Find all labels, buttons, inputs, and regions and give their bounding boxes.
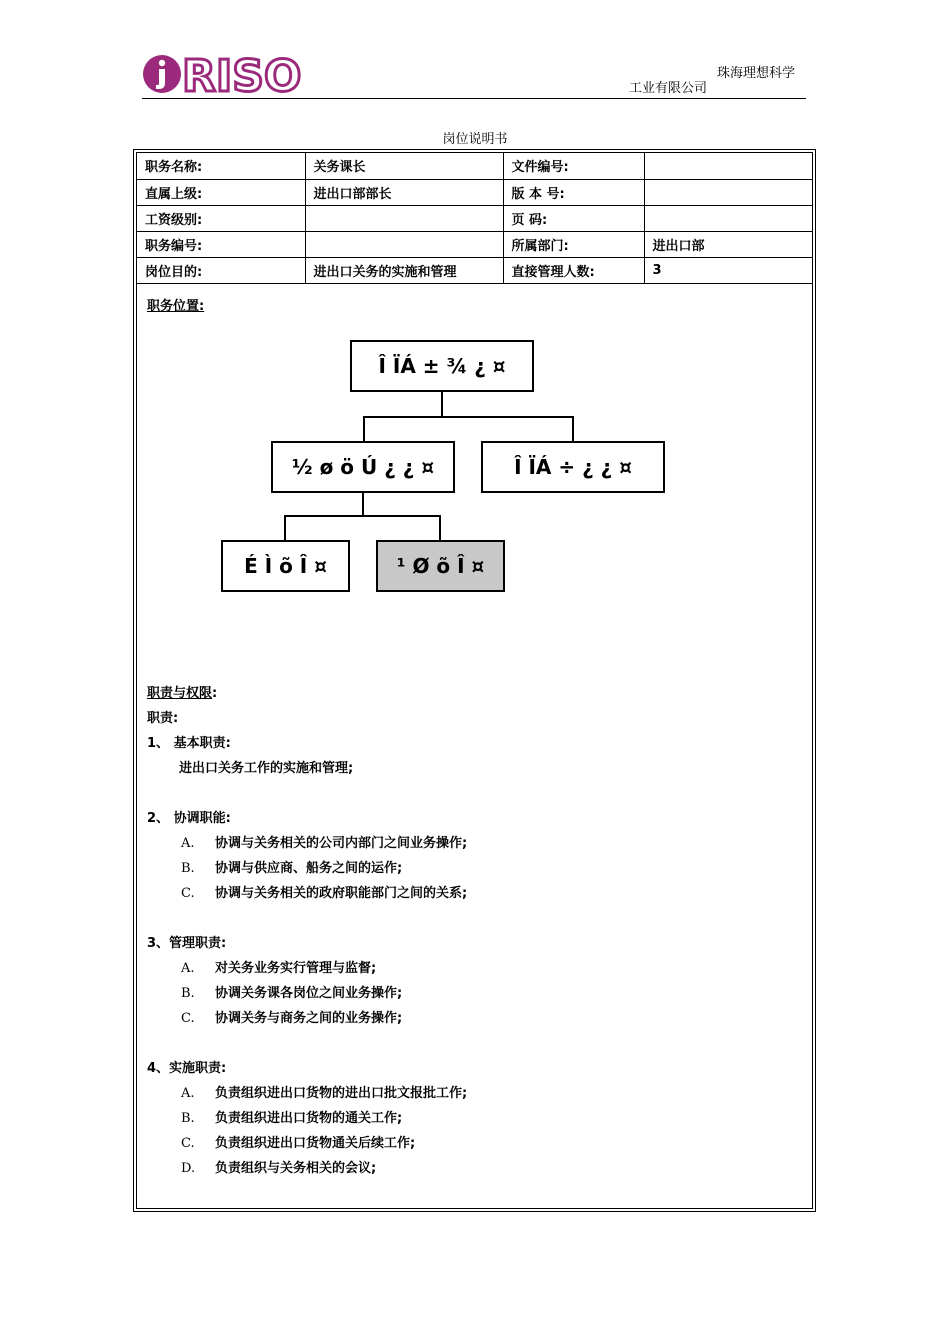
org-connector [363, 416, 365, 441]
org-box-mid-left: ½ ø ö Ú ¿ ¿ ¤ [271, 441, 455, 493]
s4-item [147, 1156, 467, 1181]
s2-item [147, 831, 467, 856]
s3-item [147, 956, 467, 981]
logo-text: RISO [182, 51, 302, 98]
page-title: 岗位说明书 [442, 132, 508, 147]
item-text: 协调关务与商务之间的业务操作; [215, 1011, 403, 1026]
item-letter: B. [181, 1111, 195, 1126]
s3-item [147, 1006, 467, 1031]
s2-title: 2、 协调职能: [147, 811, 231, 826]
info-row [137, 257, 812, 283]
item-letter: A. [181, 836, 195, 851]
s1-title: 1、 基本职责: [147, 736, 231, 751]
org-connector [284, 515, 441, 517]
header-divider [142, 98, 806, 99]
info-cell-k1: 岗位目的: [137, 257, 305, 283]
job-description-form [133, 149, 816, 1212]
info-cell-v2: 3 [644, 257, 812, 283]
item-text: 对关务业务实行管理与监督; [215, 961, 377, 976]
item-text: 负责组织与关务相关的会议; [215, 1161, 377, 1176]
s4-item [147, 1131, 467, 1156]
info-row [137, 153, 812, 179]
form-inner-border [136, 152, 813, 1209]
s2-item [147, 881, 467, 906]
position-label: 职务位置: [147, 299, 205, 314]
org-connector [441, 392, 443, 417]
org-connector [439, 515, 441, 540]
info-cell-v1: 进出口关务的实施和管理 [305, 257, 503, 283]
info-cell-v1 [305, 231, 503, 257]
item-letter: A. [181, 1086, 195, 1101]
s4-item [147, 1106, 467, 1131]
s1-item: 进出口关务工作的实施和管理; [179, 761, 354, 776]
info-row [137, 231, 812, 257]
company-line2: 工业有限公司 [628, 81, 707, 96]
item-letter: A. [181, 961, 195, 976]
org-connector [362, 493, 364, 516]
company-line1: 珠海理想科学 [716, 66, 795, 81]
duties-sub: 职责: [147, 711, 179, 726]
s2-item [147, 856, 467, 881]
s3-item [147, 981, 467, 1006]
org-chart [219, 340, 669, 602]
info-cell-v2 [644, 205, 812, 231]
info-cell-v2: 进出口部 [644, 231, 812, 257]
info-cell-k2: 直接管理人数: [503, 257, 644, 283]
info-cell-k2: 页 码: [503, 205, 644, 231]
s4-item [147, 1081, 467, 1106]
item-letter: C. [181, 1136, 195, 1151]
info-row [137, 205, 812, 231]
info-cell-v1 [305, 205, 503, 231]
info-table [137, 153, 812, 284]
duties-section [147, 681, 467, 1181]
info-cell-k2: 所属部门: [503, 231, 644, 257]
org-connector [284, 515, 286, 540]
item-letter: C. [181, 1011, 195, 1026]
info-cell-k2: 文件编号: [503, 153, 644, 179]
item-text: 协调与关务相关的政府职能部门之间的关系; [215, 886, 468, 901]
info-cell-k1: 直属上级: [137, 179, 305, 205]
info-cell-v1: 关务课长 [305, 153, 503, 179]
info-cell-v1: 进出口部部长 [305, 179, 503, 205]
s3-title: 3、管理职责: [147, 936, 227, 951]
item-letter: C. [181, 886, 195, 901]
org-connector [363, 416, 574, 418]
item-text: 负责组织进出口货物通关后续工作; [215, 1136, 416, 1151]
info-cell-v2 [644, 179, 812, 205]
org-box-top: Î ÏÁ ± ¾ ¿ ¤ [350, 340, 534, 392]
item-text: 协调与供应商、船务之间的运作; [215, 861, 403, 876]
item-letter: D. [181, 1161, 196, 1176]
duties-heading: 职责与权限: [147, 686, 218, 701]
info-cell-k1: 职务名称: [137, 153, 305, 179]
org-box-mid-right: Î ÏÁ ÷ ¿ ¿ ¤ [481, 441, 665, 493]
item-text: 负责组织进出口货物的通关工作; [215, 1111, 403, 1126]
info-row [137, 179, 812, 205]
org-box-bottom-left: É Ì õ Î ¤ [221, 540, 350, 592]
info-cell-k2: 版 本 号: [503, 179, 644, 205]
item-text: 协调与关务相关的公司内部门之间业务操作; [215, 836, 468, 851]
info-cell-k1: 工资级别: [137, 205, 305, 231]
info-cell-v2 [644, 153, 812, 179]
info-cell-k1: 职务编号: [137, 231, 305, 257]
riso-logo [142, 50, 302, 98]
item-letter: B. [181, 861, 195, 876]
company-name [629, 66, 795, 96]
item-text: 负责组织进出口货物的进出口批文报批工作; [215, 1086, 468, 1101]
org-connector [572, 416, 574, 441]
org-box-bottom-right: ¹ Ø õ Î ¤ [376, 540, 505, 592]
item-text: 协调关务课各岗位之间业务操作; [215, 986, 403, 1001]
s4-title: 4、实施职责: [147, 1061, 227, 1076]
item-letter: B. [181, 986, 195, 1001]
